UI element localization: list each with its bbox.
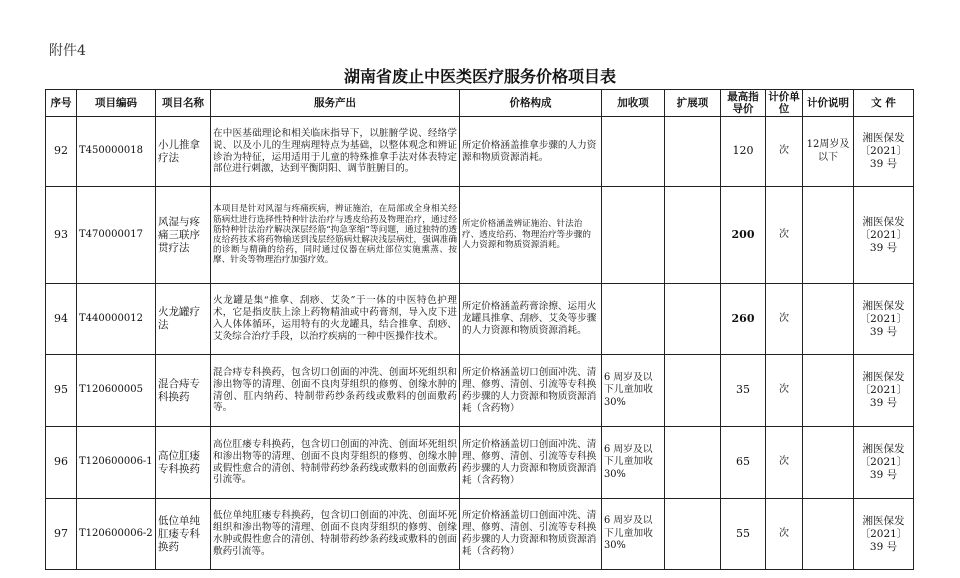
cell-doc: 湘医保发〔2021〕39 号 — [854, 117, 914, 187]
cell-composition: 所定价格涵盖切口创面冲洗、清理、修剪、清创、引流等专科换药步骤的人力资源和物质资源消耗（含药物） — [460, 355, 602, 427]
cell-extension — [665, 499, 721, 570]
cell-composition: 所定价格涵盖切口创面冲洗、清理、修剪、清创、引流等专科换药步骤的人力资源和物质资源消耗（含药物） — [460, 499, 602, 570]
cell-surcharge: 6 周岁及以下儿童加收 30% — [602, 499, 665, 570]
cell-doc: 湘医保发〔2021〕39 号 — [854, 187, 914, 284]
cell-doc: 湘医保发〔2021〕39 号 — [854, 427, 914, 499]
cell-surcharge: 6 周岁及以下儿童加收 30% — [602, 427, 665, 499]
cell-name: 风湿与疼痛三联序贯疗法 — [156, 187, 211, 284]
cell-price: 200 — [721, 187, 766, 284]
header-note: 计价说明 — [803, 90, 854, 117]
cell-code: T120600006-2 — [77, 499, 156, 570]
cell-code: T470000017 — [77, 187, 156, 284]
cell-unit: 次 — [766, 187, 803, 284]
cell-service: 低位单纯肛瘘专科换药，包含切口创面的冲洗、创面坏死组织和渗出物等的清理、创面不良肉芽组织的修剪、创缘水肿或假性愈合的清创、特制带药纱条药线或敷料的创面敷药引流等。 — [211, 499, 460, 570]
cell-composition: 所定价格涵盖药膏涂擦、运用火龙罐具推拿、刮痧、艾灸等步骤的人力资源和物质资源消耗。 — [460, 284, 602, 355]
cell-extension — [665, 187, 721, 284]
cell-surcharge — [602, 284, 665, 355]
header-seq: 序号 — [46, 90, 77, 117]
table-row — [46, 355, 914, 427]
cell-service: 在中医基础理论和相关临床指导下，以脏腑学说、经络学说、以及小儿的生理病理特点为基础，以整体观念和辨证诊治为特征，运用适用于儿童的特殊推拿手法对体表特定部位进行刺激，达到平衡阴阳、调节脏腑目的。 — [211, 117, 460, 187]
cell-composition: 所定价格涵盖切口创面冲洗、清理、修剪、清创、引流等专科换药步骤的人力资源和物质资源消耗（含药物） — [460, 427, 602, 499]
table-row — [46, 117, 914, 187]
cell-seq: 94 — [46, 284, 77, 355]
table-row — [46, 427, 914, 499]
cell-service: 火龙罐是集“推拿、刮痧、艾灸”于一体的中医特色护理术，它是指皮肤上涂上药物精油或中药膏剂，导入皮下进入人体体循环，运用特有的火龙罐具，结合推拿、刮痧、艾灸综合治疗手段，以治疗疾病的一种中医操作技术。 — [211, 284, 460, 355]
cell-unit: 次 — [766, 284, 803, 355]
header-name: 项目名称 — [156, 90, 211, 117]
cell-note — [803, 284, 854, 355]
cell-extension — [665, 355, 721, 427]
cell-surcharge: 6 周岁及以下儿童加收 30% — [602, 355, 665, 427]
cell-note: 12周岁及以下 — [803, 117, 854, 187]
cell-name: 小儿推拿疗法 — [156, 117, 211, 187]
cell-doc: 湘医保发〔2021〕39 号 — [854, 499, 914, 570]
header-composition: 价格构成 — [460, 90, 602, 117]
cell-seq: 97 — [46, 499, 77, 570]
cell-code: T440000012 — [77, 284, 156, 355]
table-row — [46, 284, 914, 355]
cell-code: T450000018 — [77, 117, 156, 187]
header-extension: 扩展项 — [665, 90, 721, 117]
cell-surcharge — [602, 117, 665, 187]
cell-service: 本项目是针对风湿与疼痛疾病，辨证施治，在局部或全身相关经筋病灶进行选择性特种针法治疗与透皮给药及物理治疗，通过经筋特种针法治疗解决深层经筋“拘急挛缩”等问题，通过独特的透皮给药技术将药物输送到浅层经筋病灶解决浅层病灶，强调准确的诊断与精确的给药，同时通过仪器在病灶部位实施熏蒸、按摩、针灸等物理治疗加强疗效。 — [211, 187, 460, 284]
cell-extension — [665, 427, 721, 499]
table-header-row — [46, 90, 914, 117]
cell-price: 260 — [721, 284, 766, 355]
header-unit: 计价单位 — [766, 90, 803, 117]
cell-price: 55 — [721, 499, 766, 570]
header-max-price: 最高指导价 — [721, 90, 766, 117]
cell-unit: 次 — [766, 427, 803, 499]
attachment-label: 附件4 — [49, 43, 86, 59]
cell-price: 35 — [721, 355, 766, 427]
cell-composition: 所定价格涵盖辨证施治、针法治疗、透皮给药、物理治疗等步骤的人力资源和物质资源消耗。 — [460, 187, 602, 284]
cell-extension — [665, 117, 721, 187]
cell-seq: 93 — [46, 187, 77, 284]
table-row — [46, 499, 914, 570]
cell-note — [803, 427, 854, 499]
cell-extension — [665, 284, 721, 355]
cell-note — [803, 499, 854, 570]
cell-price: 120 — [721, 117, 766, 187]
cell-name: 高位肛瘘专科换药 — [156, 427, 211, 499]
cell-code: T120600006-1 — [77, 427, 156, 499]
cell-name: 低位单纯肛瘘专科换药 — [156, 499, 211, 570]
cell-unit: 次 — [766, 499, 803, 570]
price-items-table — [45, 89, 914, 570]
cell-seq: 92 — [46, 117, 77, 187]
cell-doc: 湘医保发〔2021〕39 号 — [854, 284, 914, 355]
cell-seq: 95 — [46, 355, 77, 427]
header-service: 服务产出 — [211, 90, 460, 117]
cell-service: 高位肛瘘专科换药，包含切口创面的冲洗、创面坏死组织和渗出物等的清理、创面不良肉芽组织的修剪、创缘水肿或假性愈合的清创、特制带药纱条药线或敷料的创面敷药引流等。 — [211, 427, 460, 499]
header-doc: 文 件 — [854, 90, 914, 117]
header-surcharge: 加收项 — [602, 90, 665, 117]
cell-service: 混合痔专科换药，包含切口创面的冲洗、创面坏死组织和渗出物等的清理、创面不良肉芽组织的修剪、创缘水肿的清创、肛内纳药、特制带药纱条药线或敷料的创面敷药等。 — [211, 355, 460, 427]
cell-composition: 所定价格涵盖推拿步骤的人力资源和物质资源消耗。 — [460, 117, 602, 187]
cell-unit: 次 — [766, 117, 803, 187]
cell-note — [803, 355, 854, 427]
cell-price: 65 — [721, 427, 766, 499]
cell-seq: 96 — [46, 427, 77, 499]
table-row — [46, 187, 914, 284]
header-code: 项目编码 — [77, 90, 156, 117]
cell-code: T120600005 — [77, 355, 156, 427]
cell-name: 混合痔专科换药 — [156, 355, 211, 427]
cell-note — [803, 187, 854, 284]
cell-doc: 湘医保发〔2021〕39 号 — [854, 355, 914, 427]
cell-unit: 次 — [766, 355, 803, 427]
cell-surcharge — [602, 187, 665, 284]
document-title: 湖南省废止中医类医疗服务价格项目表 — [343, 67, 616, 86]
cell-name: 火龙罐疗法 — [156, 284, 211, 355]
